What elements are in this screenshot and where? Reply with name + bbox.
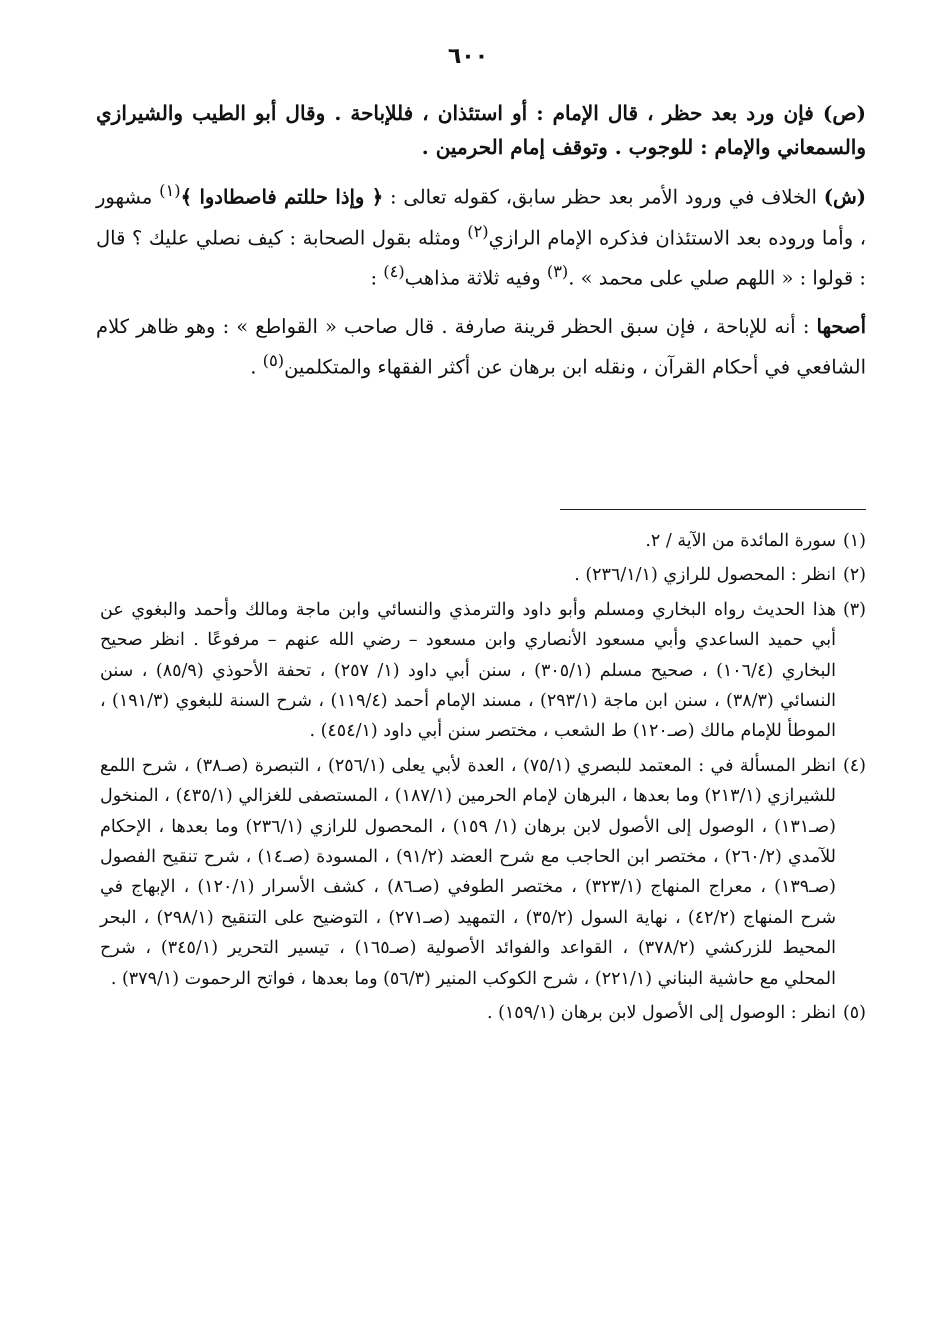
- quran-quote: ﴿ وإذا حللتم فاصطادوا ﴾: [180, 185, 384, 209]
- sharh-text-before-quote: الخلاف في ورود الأمر بعد حظر سابق، كقوله تعالى :: [390, 185, 817, 209]
- footnote-text: سورة المائدة من الآية / ٢.: [645, 531, 836, 551]
- footnote-item: [100, 526, 866, 556]
- asahh-paragraph: [96, 310, 866, 385]
- sharh-paragraph: [96, 174, 866, 296]
- footnote-text: انظر : المحصول للرازي (٢٣٦/١/١) .: [574, 565, 836, 586]
- page-number: ٦٠٠: [447, 44, 489, 69]
- footnote-item: [100, 751, 866, 994]
- footnote-ref-3: (٣): [546, 262, 569, 281]
- asahh-text: : أنه للإباحة ، فإن سبق الحظر قرينة صارفة . قال صاحب « القواطع » : وهو ظاهر كلام الشافعي في أحكام القرآن ، ونقله ابن برهان عن أكثر الفقهاء والمتكلمين: [96, 314, 866, 378]
- footnote-number: (١): [842, 531, 866, 551]
- footnote-text: انظر المسألة في : المعتمد للبصري (٧٥/١) ، العدة لأبي يعلى (٢٥٦/١) ، التبصرة (صـ٣٨) ، شرح اللمع للشيرازي (٢١٣/١) وما بعدها ، البرهان لإمام الحرمين (١٨٧/١) ، المستصفى للغزالي (٤٣٥/١) ، المنخول (صـ١٣١) ، الوصول إلى الأصول لابن برهان (١/ ١٥٩) ، المحصول للرازي (٢٣٦/١) وما بعدها ، الإحكام للآمدي (٢٦٠/٢) ، مختصر ابن الحاجب مع شرح العضد (٩١/٢) ، المسودة (صـ١٤) ، شرح تنقيح الفصول (صـ١٣٩) ، معراج المنهاج (٣٢٣/١) ، مختصر الطوفي (صـ٨٦) ، كشف الأسرار (١٢٠/١) ، الإبهاج في شرح المنهاج (٤٢/٢) ، نهاية السول (٣٥/٢) ، التمهيد (صـ٢٧١) ، التوضيح على التنقيح (٢٩٨/١) ، البحر المحيط للزركشي (٣٧٨/٢) ، القواعد والفوائد الأصولية (صـ١٦٥) ، تيسير التحرير (٣٤٥/١) ، شرح المحلي مع حاشية البناني (٢٢١/١) ، شرح الكوكب المنير (٥٦/٣) وما بعدها ، فواتح الرحموت (٣٧٩/١) .: [100, 755, 837, 989]
- sharh-text-end: :: [370, 266, 378, 290]
- footnote-number: (٤): [842, 755, 866, 776]
- footnote-text: انظر : الوصول إلى الأصول لابن برهان (١٥٩/١) .: [486, 1003, 836, 1024]
- footnote-item: [100, 560, 866, 590]
- footnote-number: (٣): [842, 599, 866, 620]
- footnotes-section: [100, 526, 866, 1033]
- footnote-ref-1: (١): [159, 181, 181, 200]
- footnote-number: (٢): [842, 565, 866, 586]
- sharh-text-rest: ومثله بقول الصحابة : كيف نصلي عليك ؟ قال : قولوا : « اللهم صلي على محمد » .: [96, 226, 866, 290]
- matn-paragraph: (ص) فإن ورد بعد حظر ، قال الإمام : أو استئذان ، فللإباحة . وقال أبو الطيب والشيرازي والسمعاني والإمام : للوجوب . وتوقف إمام الحرمين .: [96, 101, 866, 159]
- sharh-label: (ش): [823, 185, 867, 209]
- footnote-text: هذا الحديث رواه البخاري ومسلم وأبو داود والترمذي والنسائي وابن ماجة ومالك وأحمد والبغوي عن أبي حميد الساعدي وأبي مسعود الأنصاري وابن مسعود – رضي الله عنهم – مرفوعًا . انظر صحيح البخاري (١٠٦/٤) ، صحيح مسلم (٣٠٥/١) ، سنن أبي داود (١/ ٢٥٧) ، تحفة الأحوذي (٨٥/٩) ، سنن النسائي (٣٨/٣) ، سنن ابن ماجة (٢٩٣/١) ، مسند الإمام أحمد (١١٩/٤) ، شرح السنة للبغوي (١٩١/٣) ، الموطأ للإمام مالك (صـ١٢٠) ط الشعب ، مختصر سنن أبي داود (٤٥٤/١) .: [100, 599, 837, 742]
- footnote-item: [100, 595, 866, 747]
- footnote-ref-2: (٢): [467, 221, 489, 241]
- footnote-item: [100, 998, 866, 1028]
- footnote-divider: [560, 509, 866, 510]
- asahh-end: .: [250, 355, 257, 378]
- footnote-ref-4: (٤): [383, 262, 405, 281]
- footnote-ref-5: (٥): [262, 350, 285, 370]
- main-text: [96, 96, 866, 394]
- asahh-label: أصحها: [816, 314, 866, 338]
- footnote-number: (٥): [842, 1003, 866, 1024]
- sharh-text-after-quote: مشهور ، وأما وروده بعد الاستئذان فذكره الإمام الرازي: [96, 185, 866, 249]
- sharh-text-madhahib: وفيه ثلاثة مذاهب: [404, 266, 541, 290]
